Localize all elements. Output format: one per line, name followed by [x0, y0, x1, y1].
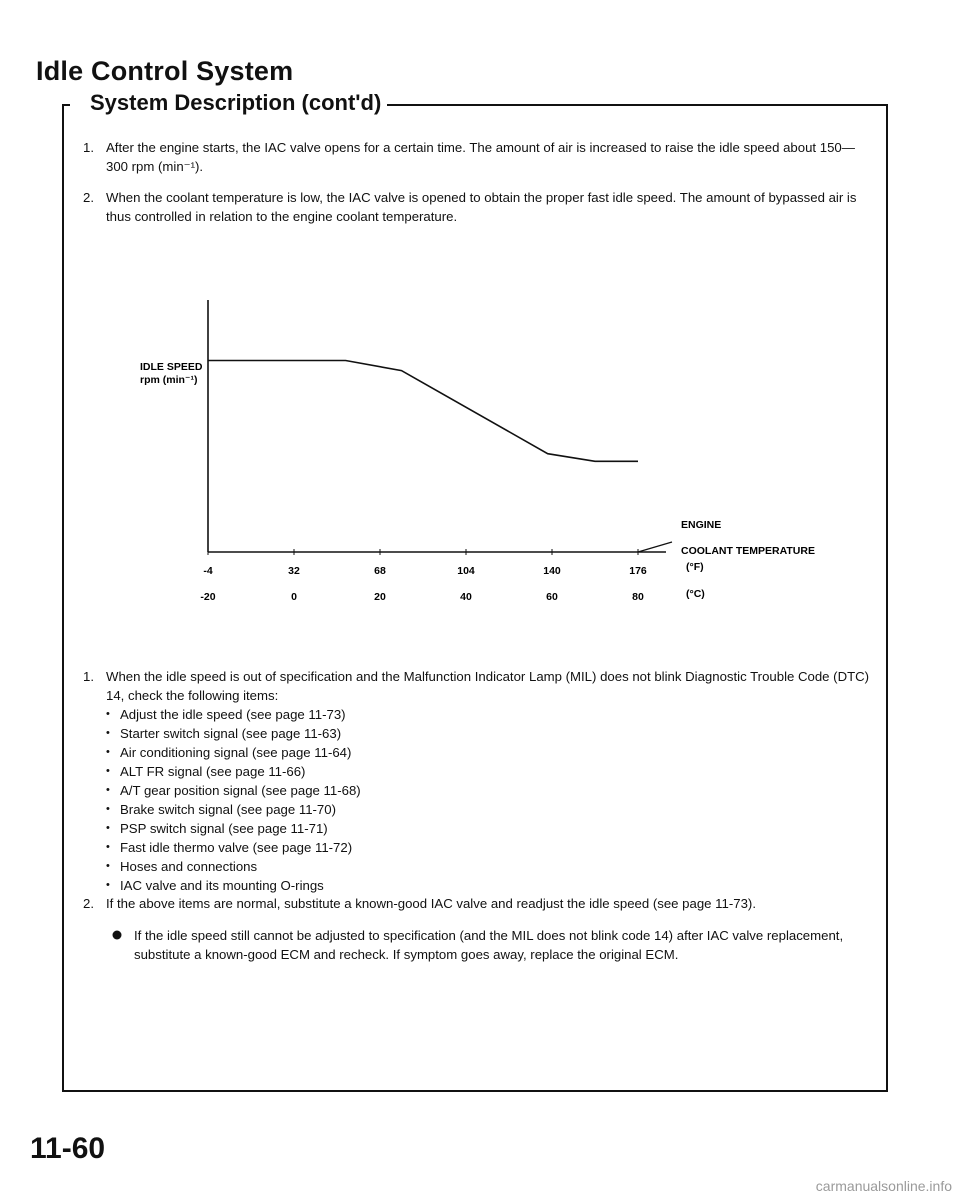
ecm-note: [112, 926, 876, 964]
list-item: • Starter switch signal (see page 11-63): [106, 724, 846, 743]
x-tick-label-c: 20: [374, 591, 386, 603]
list-item: • A/T gear position signal (see page 11-68): [106, 781, 846, 800]
watermark: carmanualsonline.info: [815, 1178, 952, 1194]
list-item: • ALT FR signal (see page 11-66): [106, 762, 846, 781]
item-number: 2.: [83, 190, 94, 205]
list-item: • Adjust the idle speed (see page 11-73): [106, 705, 846, 724]
check-item-1: [74, 667, 874, 705]
x-tick-label-f: 176: [629, 565, 647, 577]
page-title: Idle Control System: [36, 56, 294, 86]
item-number: 1.: [83, 140, 94, 155]
list-item: • Hoses and connections: [106, 857, 846, 876]
item-text: When the coolant temperature is low, the IAC valve is opened to obtain the proper fast idle speed. The amount of bypassed air is thus controlled in relation to the engine coolant temperature.: [106, 190, 857, 224]
intro-item-2: [74, 188, 874, 226]
frame-gap: [70, 98, 90, 108]
section-subtitle: System Description (cont'd): [90, 90, 387, 116]
x-tick-label-c: -20: [200, 591, 216, 603]
y-axis-label-line1: IDLE SPEED: [140, 361, 203, 373]
x-axis-label-line1: ENGINE: [681, 519, 722, 531]
intro-item-1: [74, 138, 874, 176]
x-tick-label-c: 40: [460, 591, 472, 603]
x-tick-label-f: 140: [543, 565, 561, 577]
x-tick-label-f: 32: [288, 565, 300, 577]
list-item: • Fast idle thermo valve (see page 11-72): [106, 838, 846, 857]
x-axis-unit-c: (°C): [686, 588, 705, 600]
item-text: If the above items are normal, substitute a known-good IAC valve and readjust the idle speed (see page 11-73).: [106, 896, 756, 911]
item-number: 2.: [83, 896, 94, 911]
list-item: • Brake switch signal (see page 11-70): [106, 800, 846, 819]
note-text: If the idle speed still cannot be adjusted to specification (and the MIL does not blink code 14) after IAC valve replacement, substitute a known-good ECM and recheck. If symptom goes away, replace the original ECM.: [134, 928, 844, 962]
x-axis-unit-f: (°F): [686, 561, 704, 573]
page-number: 11-60: [30, 1132, 106, 1165]
x-tick-label-f: 104: [457, 565, 475, 577]
x-axis-extension: [638, 542, 672, 552]
x-tick-label-c: 0: [291, 591, 297, 603]
y-axis-label-line2: rpm (min⁻¹): [140, 374, 198, 386]
list-item: • Air conditioning signal (see page 11-64): [106, 743, 846, 762]
idle-speed-curve: [208, 361, 638, 462]
x-tick-label-f: 68: [374, 565, 386, 577]
check-list: [106, 705, 846, 895]
item-text: When the idle speed is out of specification and the Malfunction Indicator Lamp (MIL) does not blink Diagnostic Trouble Code (DTC) 14, check the following items:: [106, 669, 870, 703]
x-tick-label-c: 80: [632, 591, 644, 603]
bullet-dot-icon: [112, 926, 134, 964]
item-text: After the engine starts, the IAC valve opens for a certain time. The amount of air is increased to raise the idle speed about 150—300 rpm (min⁻¹).: [106, 140, 855, 174]
item-number: 1.: [83, 669, 94, 684]
idle-speed-chart: [0, 290, 960, 610]
x-tick-label-c: 60: [546, 591, 558, 603]
x-tick-label-f: -4: [203, 565, 213, 577]
list-item: • IAC valve and its mounting O-rings: [106, 876, 846, 895]
check-item-2: [74, 894, 874, 913]
x-axis-label-line2: COOLANT TEMPERATURE: [681, 545, 815, 557]
list-item: • PSP switch signal (see page 11-71): [106, 819, 846, 838]
